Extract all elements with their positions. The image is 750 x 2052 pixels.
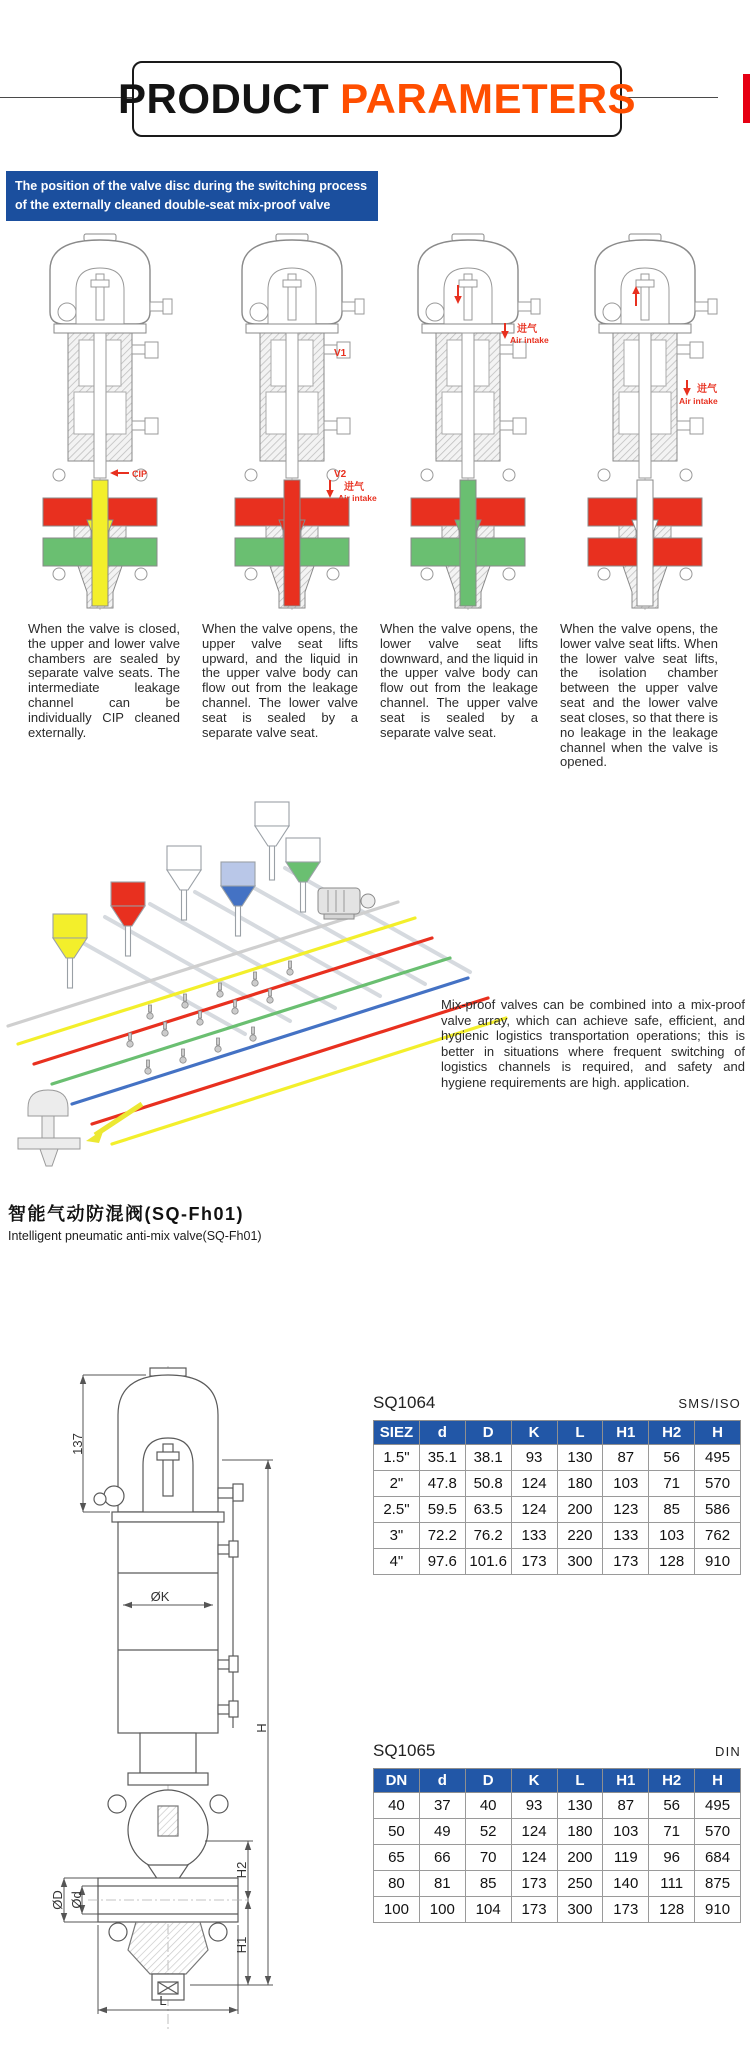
product-title-en: Intelligent pneumatic anti-mix valve(SQ-Fh01)	[8, 1229, 262, 1243]
data-cell: 910	[695, 1897, 741, 1923]
table-standard-din: DIN	[715, 1744, 741, 1759]
flow-arrow	[110, 469, 129, 477]
hopper-green	[286, 838, 320, 912]
valve-label: 进气	[344, 482, 364, 493]
hopper-white	[167, 846, 201, 920]
data-cell: 173	[511, 1871, 557, 1897]
data-cell: 66	[419, 1845, 465, 1871]
data-cell: 250	[557, 1871, 603, 1897]
data-cell: 96	[649, 1845, 695, 1871]
data-cell: 52	[465, 1819, 511, 1845]
caption-valve-1: When the valve is closed, the upper and lower valve chambers are sealed by separate valve seats. The intermediate leakage channel can be individually CIP cleaned externally.	[28, 621, 180, 740]
dim-137: 137	[70, 1433, 85, 1455]
flow-arrow	[326, 480, 334, 498]
data-cell: 124	[511, 1497, 557, 1523]
dim-h2: H2	[234, 1861, 249, 1879]
data-cell: 100	[374, 1897, 420, 1923]
valve-diagram-1	[43, 234, 172, 612]
data-cell: 180	[557, 1819, 603, 1845]
data-cell: 130	[557, 1793, 603, 1819]
column-header: H	[695, 1769, 741, 1793]
spec-table-sq1065	[373, 1768, 741, 1923]
data-cell: 130	[557, 1445, 603, 1471]
data-cell: 2.5"	[374, 1497, 420, 1523]
data-cell: 910	[695, 1549, 741, 1575]
data-cell: 59.5	[419, 1497, 465, 1523]
table-row	[374, 1471, 741, 1497]
valve-position-diagrams	[0, 230, 750, 620]
data-cell: 71	[649, 1471, 695, 1497]
data-cell: 50.8	[465, 1471, 511, 1497]
data-cell: 56	[649, 1445, 695, 1471]
dimension-drawing	[0, 1360, 290, 2052]
dim-od: ØD	[50, 1890, 65, 1910]
dim-d: Ød	[69, 1891, 84, 1909]
spec-table-sq1064	[373, 1420, 741, 1575]
column-header: SIEZ	[374, 1421, 420, 1445]
column-header: D	[465, 1769, 511, 1793]
table-row	[374, 1845, 741, 1871]
page-edge-accent	[743, 74, 750, 123]
data-cell: 65	[374, 1845, 420, 1871]
data-cell: 495	[695, 1793, 741, 1819]
table-row	[374, 1549, 741, 1575]
column-header: L	[557, 1421, 603, 1445]
table-model-sq1064: SQ1064	[373, 1393, 436, 1412]
data-cell: 300	[557, 1549, 603, 1575]
data-cell: 133	[511, 1523, 557, 1549]
data-cell: 50	[374, 1819, 420, 1845]
product-title-block	[8, 1200, 262, 1243]
valve-label: V2	[334, 469, 347, 480]
caption-valve-3: When the valve opens, the lower valve seat lifts downward, and the liquid in the upper valve body can flow out from the leakage channel. The upper valve seat is sealed by a separate valve seat.	[380, 621, 538, 740]
section-banner	[6, 171, 378, 221]
table-row	[374, 1445, 741, 1471]
column-header: L	[557, 1769, 603, 1793]
data-cell: 85	[465, 1871, 511, 1897]
data-cell: 72.2	[419, 1523, 465, 1549]
column-header: H2	[649, 1421, 695, 1445]
table-row	[374, 1523, 741, 1549]
data-cell: 586	[695, 1497, 741, 1523]
data-cell: 128	[649, 1549, 695, 1575]
data-cell: 56	[649, 1793, 695, 1819]
data-cell: 124	[511, 1845, 557, 1871]
valve-label: 进气	[517, 324, 537, 335]
data-cell: 220	[557, 1523, 603, 1549]
data-cell: 495	[695, 1445, 741, 1471]
data-cell: 128	[649, 1897, 695, 1923]
valve-array-illustration	[0, 786, 750, 1186]
data-cell: 63.5	[465, 1497, 511, 1523]
data-cell: 40	[374, 1793, 420, 1819]
data-cell: 173	[603, 1897, 649, 1923]
caption-valve-4: When the valve opens, the lower valve seat lifts. When the lower valve seat lifts, the isolation chamber between the upper valve seat and the lower valve seat closes, so that there is no leakage in the leakage channel when the valve is opened.	[560, 621, 718, 770]
spec-table-sq1065-block	[373, 1741, 741, 1923]
data-cell: 40	[465, 1793, 511, 1819]
data-cell: 101.6	[465, 1549, 511, 1575]
leakage-valve-detail	[18, 1090, 80, 1166]
valve-label: Air intake	[338, 493, 377, 503]
valve-label: V1	[334, 348, 347, 359]
data-cell: 200	[557, 1497, 603, 1523]
data-cell: 173	[511, 1549, 557, 1575]
data-cell: 93	[511, 1793, 557, 1819]
data-cell: 570	[695, 1471, 741, 1497]
valve-label: Air intake	[679, 396, 718, 406]
valve-outline	[88, 1366, 248, 2032]
valve-label: 进气	[697, 384, 717, 395]
caption-valve-2: When the valve opens, the upper valve seat lifts upward, and the liquid in the upper valve body can flow out from the leakage channel. The lower valve seat is sealed by a separate valve seat.	[202, 621, 358, 740]
product-title-zh: 智能气动防混阀(SQ-Fh01)	[8, 1204, 245, 1224]
data-cell: 37	[419, 1793, 465, 1819]
page-title-black: PRODUCT	[117, 75, 330, 122]
dim-l: L	[159, 1993, 167, 2008]
column-header: K	[511, 1421, 557, 1445]
column-header: H2	[649, 1769, 695, 1793]
data-cell: 173	[603, 1549, 649, 1575]
column-header: K	[511, 1769, 557, 1793]
data-cell: 875	[695, 1871, 741, 1897]
column-header: H1	[603, 1769, 649, 1793]
hopper-yellow	[53, 914, 87, 988]
data-cell: 47.8	[419, 1471, 465, 1497]
banner-line-1: The position of the valve disc during the switching process	[15, 179, 368, 193]
data-cell: 103	[603, 1471, 649, 1497]
data-cell: 180	[557, 1471, 603, 1497]
column-header: H1	[603, 1421, 649, 1445]
table-row	[374, 1793, 741, 1819]
data-cell: 100	[419, 1897, 465, 1923]
data-cell: 76.2	[465, 1523, 511, 1549]
valve-diagram-4	[588, 234, 717, 612]
table-row	[374, 1897, 741, 1923]
data-cell: 570	[695, 1819, 741, 1845]
data-cell: 4"	[374, 1549, 420, 1575]
data-cell: 111	[649, 1871, 695, 1897]
column-header: d	[419, 1421, 465, 1445]
hopper-red	[111, 882, 145, 956]
table-row	[374, 1497, 741, 1523]
dim-h1: H1	[234, 1936, 249, 1954]
page-title	[117, 61, 637, 137]
data-cell: 762	[695, 1523, 741, 1549]
data-cell: 87	[603, 1445, 649, 1471]
data-cell: 3"	[374, 1523, 420, 1549]
column-header: d	[419, 1769, 465, 1793]
data-cell: 124	[511, 1471, 557, 1497]
banner-line-2: of the externally cleaned double-seat mix-proof valve	[15, 197, 331, 212]
table-standard-sms-iso: SMS/ISO	[678, 1396, 741, 1411]
data-cell: 70	[465, 1845, 511, 1871]
data-cell: 119	[603, 1845, 649, 1871]
data-cell: 300	[557, 1897, 603, 1923]
data-cell: 103	[603, 1819, 649, 1845]
data-cell: 87	[603, 1793, 649, 1819]
table-row	[374, 1871, 741, 1897]
column-header: DN	[374, 1769, 420, 1793]
flow-arrow	[683, 380, 691, 396]
column-header: D	[465, 1421, 511, 1445]
data-cell: 104	[465, 1897, 511, 1923]
array-note: Mix-proof valves can be combined into a mix-proof valve array, which can achieve safe, efficient, and hygienic logistics transportation operations; this is better in situations where frequent switching of logistics channels is required, and safety and hygiene requirements are high. application.	[441, 997, 745, 1090]
valve-captions	[28, 622, 728, 770]
data-cell: 85	[649, 1497, 695, 1523]
data-cell: 684	[695, 1845, 741, 1871]
dim-h: H	[254, 1723, 269, 1733]
data-cell: 103	[649, 1523, 695, 1549]
valve-label: V3	[334, 505, 347, 516]
data-cell: 140	[603, 1871, 649, 1897]
data-cell: 200	[557, 1845, 603, 1871]
dim-ok: ØK	[150, 1589, 170, 1604]
data-cell: 80	[374, 1871, 420, 1897]
data-cell: 97.6	[419, 1549, 465, 1575]
valve-diagram-2	[235, 234, 364, 612]
data-cell: 35.1	[419, 1445, 465, 1471]
data-cell: 71	[649, 1819, 695, 1845]
valve-diagram-3	[411, 234, 540, 612]
data-cell: 124	[511, 1819, 557, 1845]
data-cell: 133	[603, 1523, 649, 1549]
data-cell: 1.5"	[374, 1445, 420, 1471]
data-cell: 81	[419, 1871, 465, 1897]
column-header: H	[695, 1421, 741, 1445]
data-cell: 49	[419, 1819, 465, 1845]
data-cell: 123	[603, 1497, 649, 1523]
page-title-orange: PARAMETERS	[340, 75, 637, 122]
data-cell: 2"	[374, 1471, 420, 1497]
table-row	[374, 1819, 741, 1845]
valve-label: Air intake	[510, 335, 549, 345]
valve-label: CIP	[132, 469, 148, 479]
spec-table-sq1064-block	[373, 1393, 741, 1575]
data-cell: 38.1	[465, 1445, 511, 1471]
data-cell: 173	[511, 1897, 557, 1923]
table-model-sq1065: SQ1065	[373, 1741, 436, 1760]
data-cell: 93	[511, 1445, 557, 1471]
